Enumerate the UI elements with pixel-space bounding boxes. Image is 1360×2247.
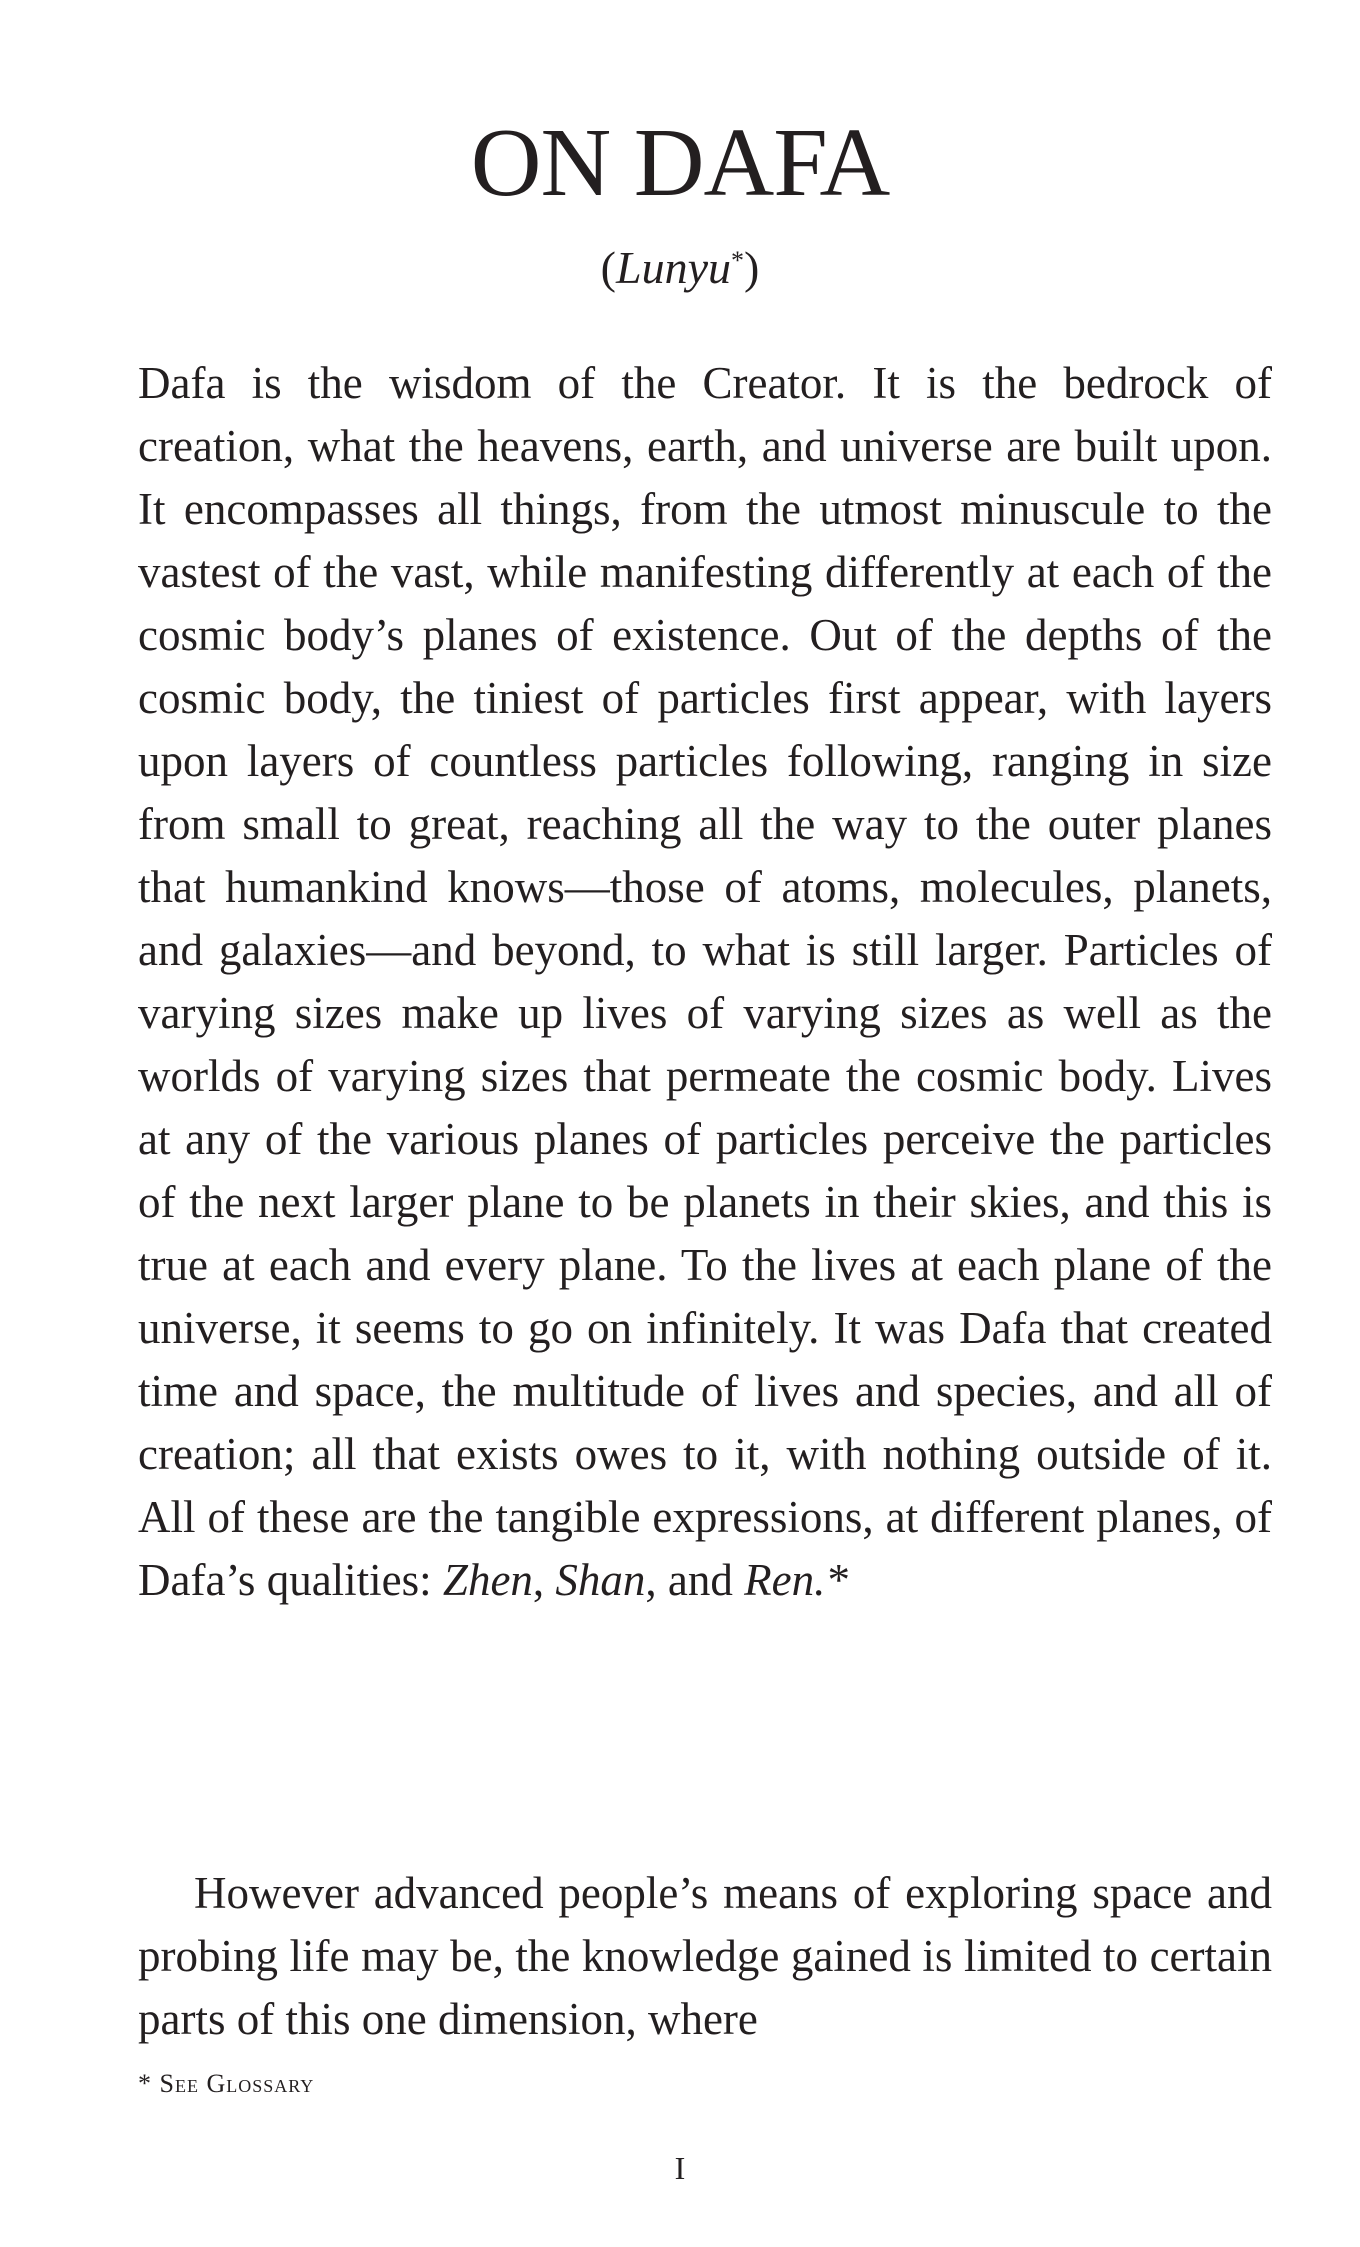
chapter-title: ON DAFA [470, 109, 890, 217]
paragraph-1-text: Dafa is the wisdom of the Creator. It is the bedrock of creation, what the heavens, earth, and universe are built upon. It encompasses all things, from the utmost minuscule to the vastest of the vast, while manifesting differently at each of the cosmic body’s planes of existence. Out of the depths of the cosmic body, the tiniest of particles first appear, with layers upon layers of countless particles following, ranging in size from small to great, reaching all the way to the outer planes that humankind knows—those of atoms, molecules, planets, and galaxies—and beyond, to what is still larger. Particles of varying sizes make up lives of varying sizes as well as the worlds of varying sizes that permeate the cosmic body. Lives at any of the various planes of particles perceive the particles of the next larger plane to be planets in their skies, and this is true at each and every plane. To the lives at each plane of the universe, it seems to go on infinitely. It was Dafa that created time and space, the multitude of lives and species, and all of creation; all that exists owes to it, with nothing outside of it. All of these are the tangible expressions, at different planes, of Dafa’s qualities: [138, 358, 1272, 1605]
footnote [138, 2068, 314, 2100]
paragraph-2: However advanced people’s means of exploring space and probing life may be, the knowledge gained is limited to certain parts of this one dimension, where [138, 1868, 1272, 2044]
subtitle-footnote-mark: * [731, 246, 744, 275]
chapter-subtitle [0, 240, 1360, 296]
term-separator-1: , [532, 1555, 556, 1605]
term-zhen: Zhen [442, 1555, 533, 1605]
footnote-text: * See Glossary [138, 2069, 315, 2098]
term-shan: Shan [555, 1555, 646, 1605]
page-number: I [674, 2150, 686, 2186]
subtitle-word: Lunyu [616, 242, 731, 293]
paragraph-1 [138, 352, 1272, 1612]
term-ren: Ren.* [744, 1555, 848, 1605]
subtitle-close-paren: ) [744, 242, 760, 293]
subtitle-open-paren: ( [600, 242, 616, 293]
term-separator-2: , and [645, 1555, 745, 1605]
